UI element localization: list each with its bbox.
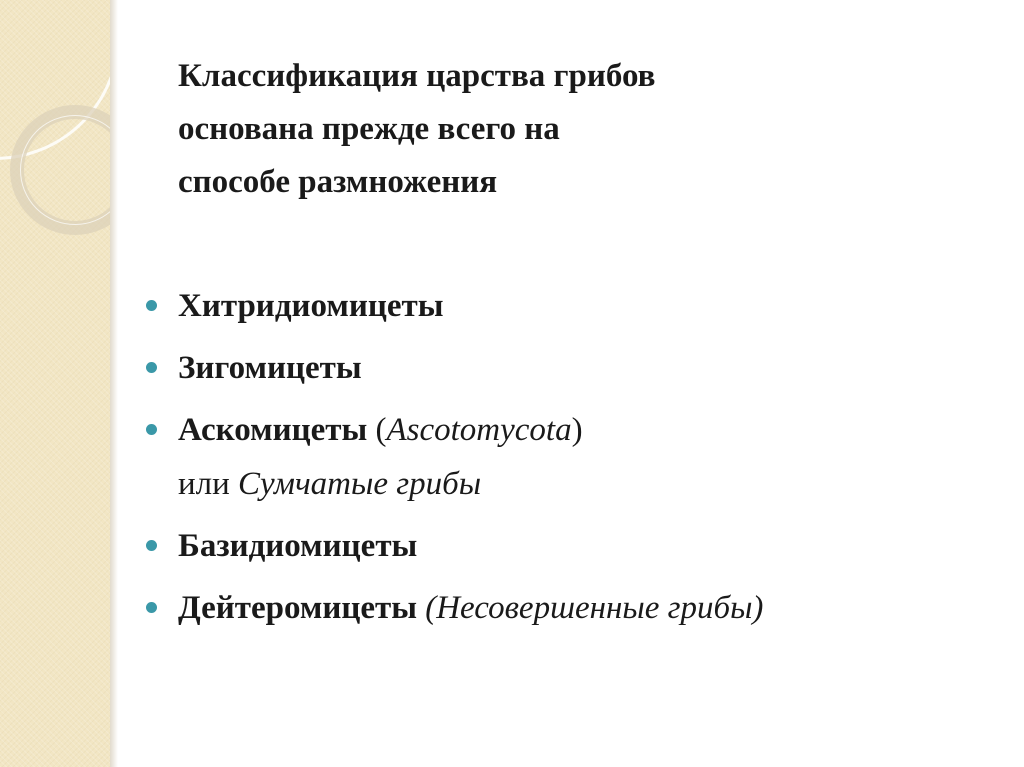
fungi-class-list <box>140 279 1000 635</box>
side-panel-shadow <box>110 0 118 767</box>
list-item-chytridiomycetes <box>140 279 1000 333</box>
item-line-1 <box>178 403 1000 457</box>
heading-line-3: способе размножения <box>178 164 498 200</box>
item-line-2 <box>178 457 1000 511</box>
item-title: Зигомицеты <box>178 350 362 386</box>
paren-close: ) <box>571 412 583 448</box>
list-item-basidiomycetes <box>140 519 1000 573</box>
slide-heading <box>178 50 1000 209</box>
bullet-icon <box>146 362 157 373</box>
alt-name: Сумчатые грибы <box>238 466 482 502</box>
item-title: Аскомицеты <box>178 412 368 448</box>
item-title: Хитридиомицеты <box>178 288 444 324</box>
heading-line-1: Классификация царства грибов <box>178 58 656 94</box>
list-item-zygomycetes <box>140 341 1000 395</box>
or-word: или <box>178 466 239 502</box>
bullet-icon <box>146 424 157 435</box>
bullet-icon <box>146 300 157 311</box>
heading-line-2: основана прежде всего на <box>178 111 560 147</box>
item-title: Базидиомицеты <box>178 528 418 564</box>
slide-content <box>140 50 1000 643</box>
item-subtitle: (Несовершенные грибы) <box>416 590 764 626</box>
list-item-deuteromycetes <box>140 581 1000 635</box>
latin-name: Ascotomycota <box>386 412 572 448</box>
list-item-ascomycetes <box>140 403 1000 511</box>
paren-open: ( <box>367 412 387 448</box>
bullet-icon <box>146 602 157 613</box>
decorative-side-panel <box>0 0 110 767</box>
bullet-icon <box>146 540 157 551</box>
item-title: Дейтеромицеты <box>178 590 417 626</box>
